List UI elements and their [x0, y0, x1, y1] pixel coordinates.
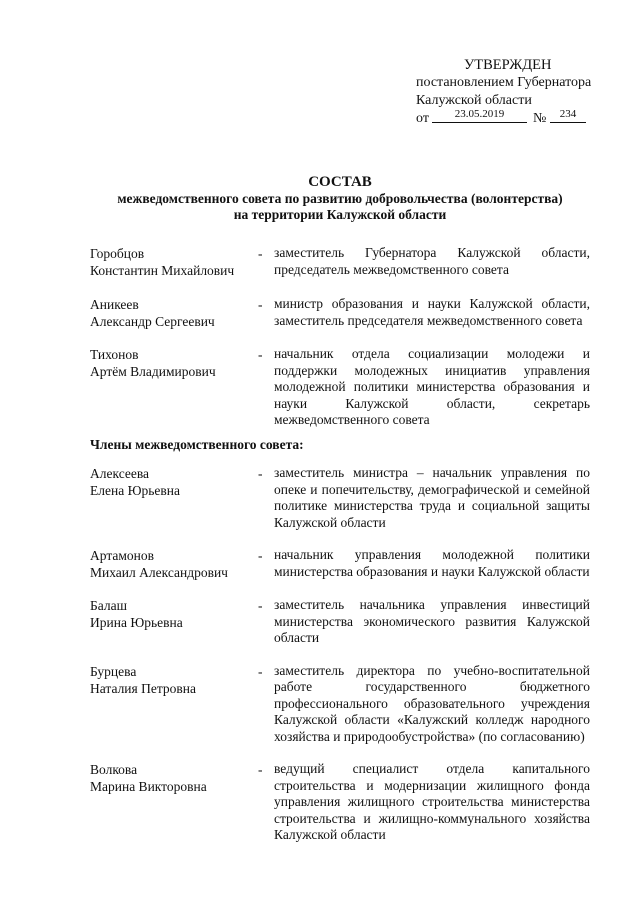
document-heading [60, 173, 620, 223]
member-given-name: Михаил Александрович [90, 565, 228, 580]
dash: - [258, 598, 263, 613]
list-item [90, 465, 590, 531]
member-role: ведущий специалист отдела капитального строительства и модернизации жилищного фонда управления жилищного строительства министерства строительства и жилищно-коммунального хозяйства Калужской области [274, 761, 590, 842]
approval-number: 234 [550, 106, 586, 123]
member-given-name: Артём Владимирович [90, 364, 216, 379]
dash: - [258, 246, 263, 261]
member-name [90, 296, 258, 330]
member-surname: Алексеева [90, 466, 150, 481]
approval-line-2: Калужской области [416, 93, 532, 108]
dash: - [258, 297, 263, 312]
approval-stamp [416, 56, 616, 128]
list-item [90, 663, 590, 746]
list-item [90, 547, 590, 581]
member-role: начальник отдела социализации молодежи и поддержки молодежных инициатив управления молодежной политики министерства образования и науки Калужской области, секретарь межведомственного совета [274, 346, 590, 427]
member-role: начальник управления молодежной политики министерства образования и науки Калужской области [274, 547, 590, 579]
approval-title: УТВЕРЖДЕН [464, 57, 552, 73]
member-given-name: Елена Юрьевна [90, 483, 180, 498]
dash: - [258, 548, 263, 563]
member-role: заместитель начальника управления инвестиций министерства экономического развития Калужской области [274, 597, 590, 645]
member-surname: Бурцева [90, 663, 137, 679]
member-surname: Артамонов [90, 548, 155, 563]
approval-dateline [416, 110, 616, 128]
member-surname: Аникеев [90, 297, 139, 312]
dash: - [258, 762, 263, 777]
member-name [90, 465, 258, 531]
dash: - [258, 347, 263, 362]
member-surname: Горобцов [90, 246, 145, 261]
member-name [90, 663, 258, 746]
list-item [90, 761, 590, 844]
members-list [90, 465, 590, 844]
document-title: СОСТАВ [308, 174, 372, 190]
member-surname: Балаш [90, 598, 127, 613]
member-given-name: Александр Сергеевич [90, 314, 215, 329]
approval-line-1: постановлением Губернатора [416, 75, 592, 90]
list-item [90, 296, 590, 330]
list-item [90, 597, 590, 647]
from-label: от [416, 111, 429, 126]
member-given-name: Ирина Юрьевна [90, 615, 183, 630]
list-item [90, 245, 590, 279]
member-name [90, 761, 258, 844]
member-role: заместитель директора по учебно-воспитательной работе государственного бюджетного профессионального образовательного учреждения Калужской области «Калужский колледж народного хозяйства и природообустройства» (по согласованию) [274, 662, 590, 744]
member-surname: Волкова [90, 762, 138, 777]
member-role: заместитель министра – начальник управления по опеке и попечительству, демографической и семейной политике министерства труда и социальной защиты Калужской области [274, 465, 590, 530]
member-given-name: Марина Викторовна [90, 779, 207, 794]
list-item [90, 346, 590, 429]
document-subtitle-1: межведомственного совета по развитию добровольчества (волонтерства) [117, 191, 563, 206]
member-role: заместитель Губернатора Калужской области, председатель межведомственного совета [274, 245, 590, 277]
document-subtitle-2: на территории Калужской области [233, 207, 447, 222]
member-name [90, 547, 258, 581]
members-section-title: Члены межведомственного совета: [90, 437, 304, 452]
member-role: министр образования и науки Калужской области, заместитель председателя межведомственного совета [274, 296, 590, 328]
number-label: № [533, 111, 547, 126]
dash: - [258, 663, 263, 679]
member-given-name: Константин Михайлович [90, 263, 235, 278]
member-name [90, 597, 258, 647]
approval-date: 23.05.2019 [432, 106, 527, 123]
member-given-name: Наталия Петровна [90, 680, 197, 696]
member-surname: Тихонов [90, 347, 139, 362]
dash: - [258, 466, 263, 481]
member-name [90, 346, 258, 429]
member-name [90, 245, 258, 279]
leadership-list [90, 245, 590, 429]
